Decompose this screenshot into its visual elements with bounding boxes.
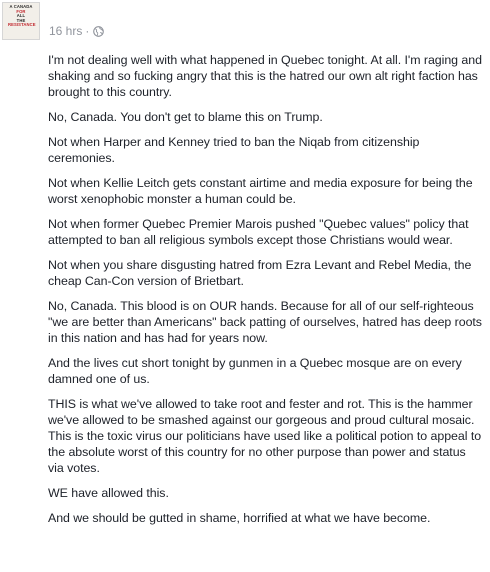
post-paragraph: And the lives cut short tonight by gunmen in a Quebec mosque are on every damned one of us.	[48, 356, 462, 386]
avatar-logo: A CANADA FOR ALL THE RESISTANCE	[8, 4, 36, 28]
post-paragraph: No, Canada. This blood is on OUR hands. Because for all of our self-righteous "we are better than Americans" back patting of ourselves, hatred has deep roots in this nation and has had for years now.	[48, 299, 482, 345]
post-paragraph: Not when former Quebec Premier Marois pushed "Quebec values" policy that attempted to ban all religious symbols except those Christians would wear.	[48, 217, 469, 247]
post-paragraph: Not when Harper and Kenney tried to ban the Niqab from citizenship ceremonies.	[48, 135, 420, 165]
post-body	[48, 52, 484, 535]
globe-icon[interactable]	[93, 26, 104, 37]
post-paragraph: Not when you share disgusting hatred from Ezra Levant and Rebel Media, the cheap Can-Con version of Brietbart.	[48, 258, 472, 288]
post-meta	[49, 24, 104, 38]
post-paragraph: And we should be gutted in shame, horrified at what we have become.	[48, 511, 431, 525]
post-paragraph: Not when Kellie Leitch gets constant airtime and media exposure for being the worst xenophobic monster a human could be.	[48, 176, 473, 206]
post-paragraph: I'm not dealing well with what happened in Quebec tonight. At all. I'm raging and shaking and so fucking angry that this is the hatred our own alt right faction has brought to this country.	[48, 53, 482, 99]
avatar[interactable]	[2, 2, 40, 40]
post-paragraph: No, Canada. You don't get to blame this on Trump.	[48, 110, 323, 124]
meta-separator: ·	[85, 24, 90, 38]
post-paragraph: THIS is what we've allowed to take root and fester and rot. This is the hammer we've allowed to be smashed against our gorgeous and proud cultural mosaic. This is the toxic virus our politicians have used like a political potion to appeal to the absolute worst of this country for no other purpose than power and status via votes.	[48, 397, 482, 475]
post-paragraph: WE have allowed this.	[48, 486, 169, 500]
timestamp[interactable]: 16 hrs	[49, 24, 83, 38]
